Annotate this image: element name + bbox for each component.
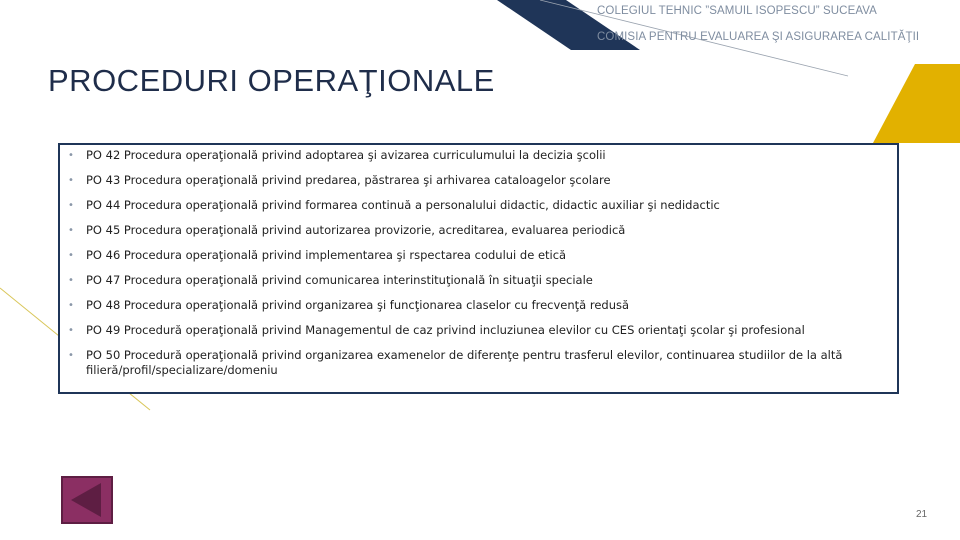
list-item bbox=[68, 273, 889, 288]
bullet-icon: • bbox=[68, 350, 74, 361]
bullet-icon: • bbox=[68, 150, 74, 161]
procedure-text: PO 47 Procedura operaţională privind comunicarea interinstituţională în situaţii speciale bbox=[86, 273, 593, 287]
procedure-text: PO 43 Procedura operaţională privind predarea, păstrarea şi arhivarea cataloagelor şcolare bbox=[86, 173, 611, 187]
bullet-icon: • bbox=[68, 325, 74, 336]
triangle-left-icon bbox=[63, 478, 111, 522]
list-item bbox=[68, 348, 889, 378]
procedures-list bbox=[68, 148, 889, 388]
list-item bbox=[68, 323, 889, 338]
page-number: 21 bbox=[916, 509, 928, 520]
gold-ribbon bbox=[873, 64, 960, 143]
bullet-icon: • bbox=[68, 175, 74, 186]
header-school-name: COLEGIUL TEHNIC ”SAMUIL ISOPESCU” SUCEAVA bbox=[597, 5, 877, 17]
procedure-text: PO 45 Procedura operaţională privind autorizarea provizorie, acreditarea, evaluarea periodică bbox=[86, 223, 626, 237]
list-item bbox=[68, 223, 889, 238]
procedure-text: PO 44 Procedura operaţională privind formarea continuă a personalului didactic, didactic auxiliar şi nedidactic bbox=[86, 198, 720, 212]
procedure-text: PO 46 Procedura operaţională privind implementarea şi rspectarea codului de etică bbox=[86, 248, 567, 262]
procedure-text: PO 48 Procedura operaţională privind organizarea şi funcţionarea claselor cu frecvenţă redusă bbox=[86, 298, 630, 312]
list-item bbox=[68, 173, 889, 188]
header-commission-name: COMISIA PENTRU EVALUAREA ŞI ASIGURAREA CALITĂŢII bbox=[597, 31, 920, 43]
list-item bbox=[68, 148, 889, 163]
list-item bbox=[68, 298, 889, 313]
back-button[interactable] bbox=[61, 476, 113, 524]
list-item bbox=[68, 198, 889, 213]
procedure-text: PO 49 Procedură operaţională privind Managementul de caz privind incluziunea elevilor cu CES orientaţi şcolar şi profesional bbox=[86, 323, 805, 337]
list-item bbox=[68, 248, 889, 263]
bullet-icon: • bbox=[68, 200, 74, 211]
bullet-icon: • bbox=[68, 275, 74, 286]
procedures-box bbox=[58, 143, 899, 394]
page-title: PROCEDURI OPERAŢIONALE bbox=[48, 63, 495, 98]
bullet-icon: • bbox=[68, 225, 74, 236]
bullet-icon: • bbox=[68, 250, 74, 261]
procedure-text: PO 50 Procedură operaţională privind organizarea examenelor de diferenţe pentru trasferul elevilor, continuarea studiilor de la altă filieră/profil/specializare/domeniu bbox=[86, 348, 843, 377]
bullet-icon: • bbox=[68, 300, 74, 311]
procedure-text: PO 42 Procedura operaţională privind adoptarea şi avizarea curriculumului la decizia şcolii bbox=[86, 148, 606, 162]
